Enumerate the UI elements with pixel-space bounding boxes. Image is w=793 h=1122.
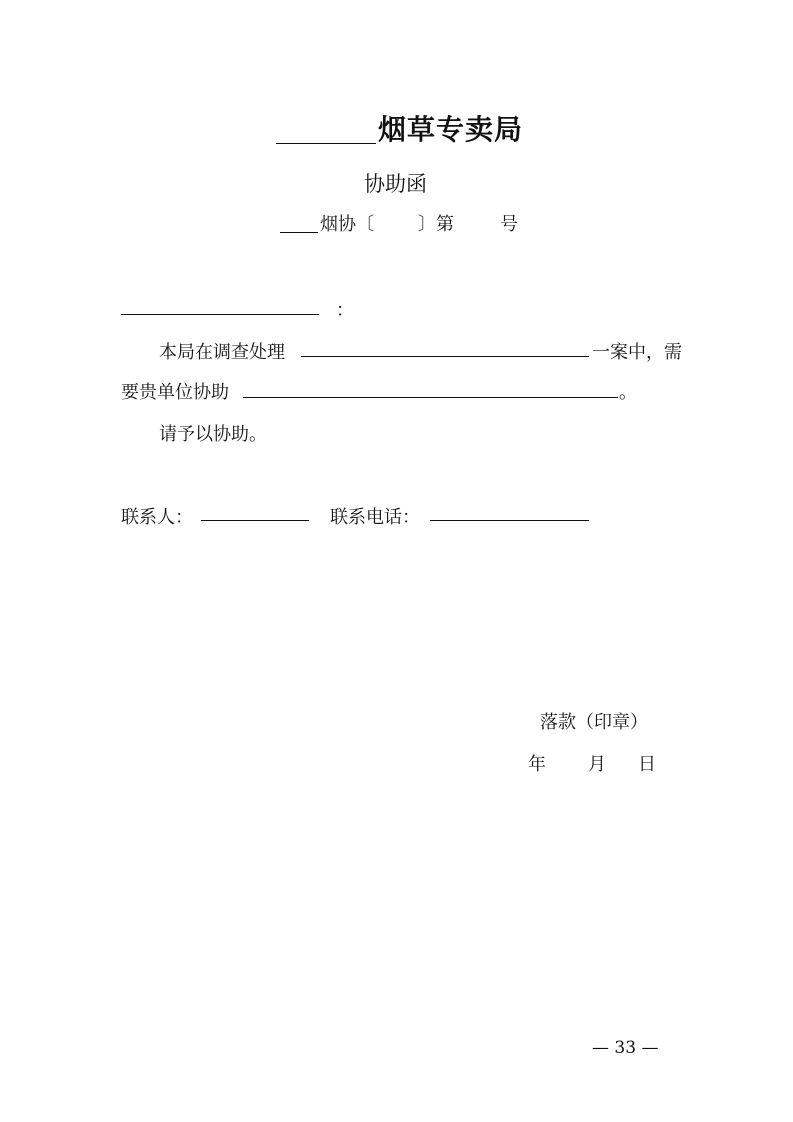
document-type-title: 协助函: [364, 172, 427, 196]
contact-person-blank[interactable]: [201, 520, 309, 521]
doc-number-close-bracket: 〕第: [418, 214, 454, 235]
doc-number-prefix: 烟协〔: [320, 214, 374, 235]
doc-number-org-blank[interactable]: [280, 232, 318, 233]
assistance-content-blank[interactable]: [243, 397, 618, 398]
contact-phone-blank[interactable]: [430, 520, 589, 521]
case-name-blank[interactable]: [301, 356, 589, 357]
date-month: 月: [588, 754, 606, 775]
contact-phone-label: 联系电话：: [330, 507, 420, 528]
paragraph-1-end: 。: [619, 382, 637, 403]
date-year: 年: [528, 754, 546, 775]
title-unit-blank[interactable]: [276, 143, 376, 144]
date-day: 日: [638, 754, 656, 775]
signature-seal: 落款（印章）: [540, 712, 648, 733]
paragraph-2: 请予以协助。: [159, 424, 267, 445]
paragraph-1-continued: 要贵单位协助: [121, 382, 229, 403]
contact-person-label: 联系人：: [121, 507, 193, 528]
page-title: 烟草专卖局: [378, 113, 524, 146]
paragraph-1-middle: 一案中，需: [592, 342, 682, 363]
recipient-blank[interactable]: [121, 314, 319, 315]
paragraph-1-start: 本局在调查处理: [159, 342, 285, 363]
salutation-colon: ：: [336, 300, 354, 321]
page-number: — 33 —: [592, 1038, 659, 1058]
doc-number-suffix: 号: [500, 214, 518, 235]
